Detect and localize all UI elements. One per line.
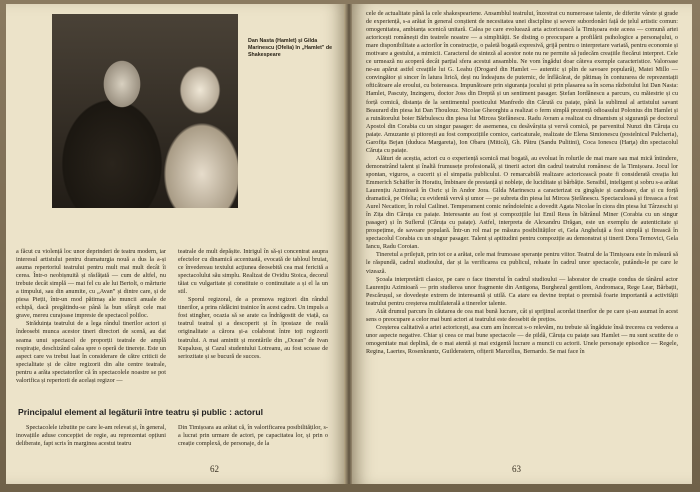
right-page: [352, 4, 692, 484]
left-column-2: [178, 248, 328, 361]
paragraph: Străduința teatrului de a lega rândul tinerilor actori și îndeosebi munca acestor tineri directori de scenă, au dat seama unui spectacol de proporții teatrale de amplă respirație, deschizând calea spre o operă de tinerețe. Este un aspect care va trebui luat în considerare de către criticii de specialitate și de către regizorii din alte centre teatrale, pentru a arăta spectatorilor că în spectacolele noastre se pot valorifica și repertorii de același regizor —: [16, 320, 166, 384]
paragraph: Alături de aceștia, actori cu o experiență scenică mai bogată, au evoluat în rolurile de mai mare sau mai mică întindere, demonstrând talent și înaltă frumusețe profesională, și tinerii actori din cadrul teatrului românesc de la Timișoara. Jocul lor spontan, viguros, a cucerit și el simpatia publicului. O remarcabilă realizare actoricească poate fi considerată creația lui Emmerich Schäffer în Horatiu, îmbinare de prestanță și noblețe, de luciditate și bărbăție. Sensibil, inteligent și sobru s-a arătat Laurențiu Azimioară în Osric și în Andor Jora. Gilda Marinescu a caracterizat cu gingășie și candoare, dar și cu forță dramatică, pe Ofelia; cu evidentă vervă și umor — pe subreta din piesa lui Mircea Ștefănescu. Spectaculoasă și fireasca a fost Aurel Necaticer, în rolul Cailinei. Temperament comic neîndoielnic a dovedit Agata Nicolae în ciora din piesa lui Târzeschi și în Zița din Căruța cu paiațe. Interesante au fost și compozițiile lui Emil Reus în bătrânul Miner (Corabia cu un singur pasager) și în Suflerul (Căruța cu paiațe). Astfel, interpreta de Alexandru Drăgan, este un exemplu de autenticitate și prospețime, de savoare populară. Într-un rol mai pe măsura posibilităților ei, Gela Angheluță a fost simplă și firească în spectacolul Corabia cu un singur pasager. Talent și aptitudini pentru compoziție au demonstrat și tinerii Dora Ternovici, Gela Iancu, Radu Coroian.: [366, 154, 678, 251]
left-page: [6, 4, 346, 484]
paragraph: Școala interpretării clasice, pe care o face tineretul în cadrul studioului — laborator de creație condus de tânărul actor Laurențiu Azimioară — prin studierea unor fragmente din Antigona, Burghezul gentilom, Andromaca, Rege Lear, Bărbații, Pescărușul, se dovedește extrem de interesantă și utilă. Ca atare ea devine treptat o premisă foarte importantă a activității teatrului pentru creșterea multilaterală a tinerelor talente.: [366, 275, 678, 307]
page-number: 63: [512, 464, 521, 474]
paragraph: cele de actualitate până la cele shakespeariene. Ansamblul teatrului, înzestrat cu numeroase talente, de diferite vârste și grade de experiență, s-a arătat în general conștient de necesitatea unei discipline și severe subordonări față de țelul artistic comun: omogenitatea, ambianța scenică unitară. Calea pe care evoluează arta actoricească la Timișoara este aceea — comună artei actoricești românești din teatrele noastre — a simplității. Se disting o preocupare a profilării psihologice a personajului, o mare disponibilitate a actorilor în construcție, o paletă bogată expresivă, grijă pentru o interpretare variată, pentru economie și motivare a gestului, a mimicii. Caracterul de sinteză al acestor note nu ne permite să judecăm creațiile fiecărui interpret. Cele ce urmează nu acoperă decât parțial sfera acestui ansamblu. Ne vom îngădui doar câteva exemple caracteristice. Valoroase ne-au apărut astfel creațiile lui G. Leahu (Drogard din Hamlet — autentic și plin de savoare populară), Matei Millo — convingător și sincer în latura lirică, deși nu îndeajuns de puternic, de înflăcărat, de pătimaș în conturarea de reprezentații ofticătoare ale eroului, cu boiereasca. Impunătoare prin siguranța jocului și prin plasarea sa în scena războiului lui Dan Nasta: Hamlet, Pascuty, Inzingeru, doctor Joss din Dreptă și un sentiment pasager. Ștefan Iordănescu a parcurs, cu măiestrie și cu forță comică, distanța de la sentimentul poeticului Manfredo din Cărută cu paiațe, până la sublimul al artistului savant Beaurard din piesa lui Dan Thoulouz. Nicolae Gheorghiu a realizat o ferm simplă prezență odioasului Polonius din Hamlet și a ruinătorului boier Bărbulescu din piesa lui Mircea Ștefănescu. Radu Avram a realizat cu dinamism și siguranță pe doctorul Apostol din Corabia cu un singur pasager: de asemenea, cu desăvârșita și vervă comică, pe parvenitul Nunzi din Căruța cu paiațe. Amuzante și pitorești au fost compozițiile comice, caricaturale, realizate de Elena Simionescu (postelnicul Pulcheria), Garofița Bejan (duduca Margareta), Ion Obaru (Mitică), Gh. Pătru (Sandu Pulitini), Coca Ionescu (Harţa) din spectacolul Căruța cu paiațe.: [366, 10, 679, 154]
left-column-2-after: [178, 424, 328, 448]
paragraph: Sporul regizoral, de a promova regizori din rândul tinerilor, a prins rădăcini trainice în acest cadru. Un impuls a fost stingher, ocazia să se arate ca îndrăgostit de viață, ca teatrul teatral și a descoperit și în ipostaze de reală originalitate a cărora și-a colaborat între toți regizorii teatrului. A mai amintit și montările din „Ocean" de Ivan Kupalusu, și Cazul studentului Lotreanu, au fost scoase de seriozitate și se bucură de succes.: [178, 296, 328, 360]
section-heading: Principalul element al legăturii între teatru și public : actorul: [18, 407, 263, 417]
paragraph: Spectacolele izbutite pe care le-am relevat și, în general, inovațiile aduse concepției de regie, au reprezentat opțiuni deliberate, fapt scris în marginea acestui teatru: [16, 424, 166, 448]
photo-caption: Dan Nasta (Hamlet) și Gilda Marinescu (Ofelia) în „Hamlet" de Shakespeare: [248, 38, 333, 58]
left-column-1: [16, 248, 166, 385]
left-column-1-after: [16, 424, 166, 448]
right-column: [366, 10, 678, 356]
page-number: 62: [210, 464, 219, 474]
paragraph: a făcut cu violență loc unor deprinderi de teatru modern, iar interesul artistului pentru dramaturgia nouă a dus la a-și asuma repertoriul teatrului pentru mult mai mult decât îi cerea. Într-o neobișnuită și răsfățată — cum de altfel, nu trebuie decât simplă — mai fel cu ale lui Bertolt, o mărturie a timpului, sau din anumite, cu „Avan” și dintre care, și de piesa Pieții, într-un mod pătimaș ale muncii anuale de echipă, dacă pregătindu-se până la bun sfârșit cele mai grave, mereu curajoase impresie de spectacol poliloc.: [16, 248, 166, 320]
paragraph: Din Timișoara au arătat că, în valorificarea posibilităților, s-a lucrat prin urmare de actori, pe capacitatea lor, și prin o creație complexă, de personaje, de la: [178, 424, 328, 448]
paragraph: Tineretul a prilejuit, prin tot ce a arătat, cele mai frumoase speranțe pentru viitor. Teatrul de la Timișoara este în măsură să le răspundă, cadrul studioului, dar și la verificarea cu publicul, reluate în cadrul unor spectacole, putându-le pe care le vizează.: [366, 251, 678, 275]
paragraph: Creșterea calitativă a artei actoricești, asa cum am încercat s-o relevăm, nu trebuie să îngăduie însă trecerea cu vederea a unor aspecte negative. Chiar și ceea ce mai bune spectacole — de pildă, Căruța cu paiațe sau Hamlet — nu sunt scutite de o omogenitate mai deplină, de o mai atentă și mai exigentă lucrare a muncii cu actorii. Unele personaje episodice — Regele, Regina, Laertes, Rosenkrantz, Guildenstern, ofițerii Marcellus, Bernardo. Se mai face în: [366, 323, 678, 355]
theater-photo: [52, 14, 238, 208]
paragraph: teatrale de mult depășite. Intrigul în să-și concentrat asupra efectelor cu dinamică accentuată, evocată de tabloul bruiat, ce învedereau textului acțiunea deosebită cea mai fericită a spectacolului său simplu. Realizat de Ovidiu Stoica, decorul tăiat cu vulgaritate și constituie o continuitate a și el la un stil.: [178, 248, 328, 296]
paragraph: Atât drumul parcurs în căutarea de cea mai bună lucrare, cât și sprijinul acordat tinerilor de pe care și-au asumat în acest sens o preocupare a celor mai buni actori ai teatrului este deosebit de prețios.: [366, 307, 678, 323]
